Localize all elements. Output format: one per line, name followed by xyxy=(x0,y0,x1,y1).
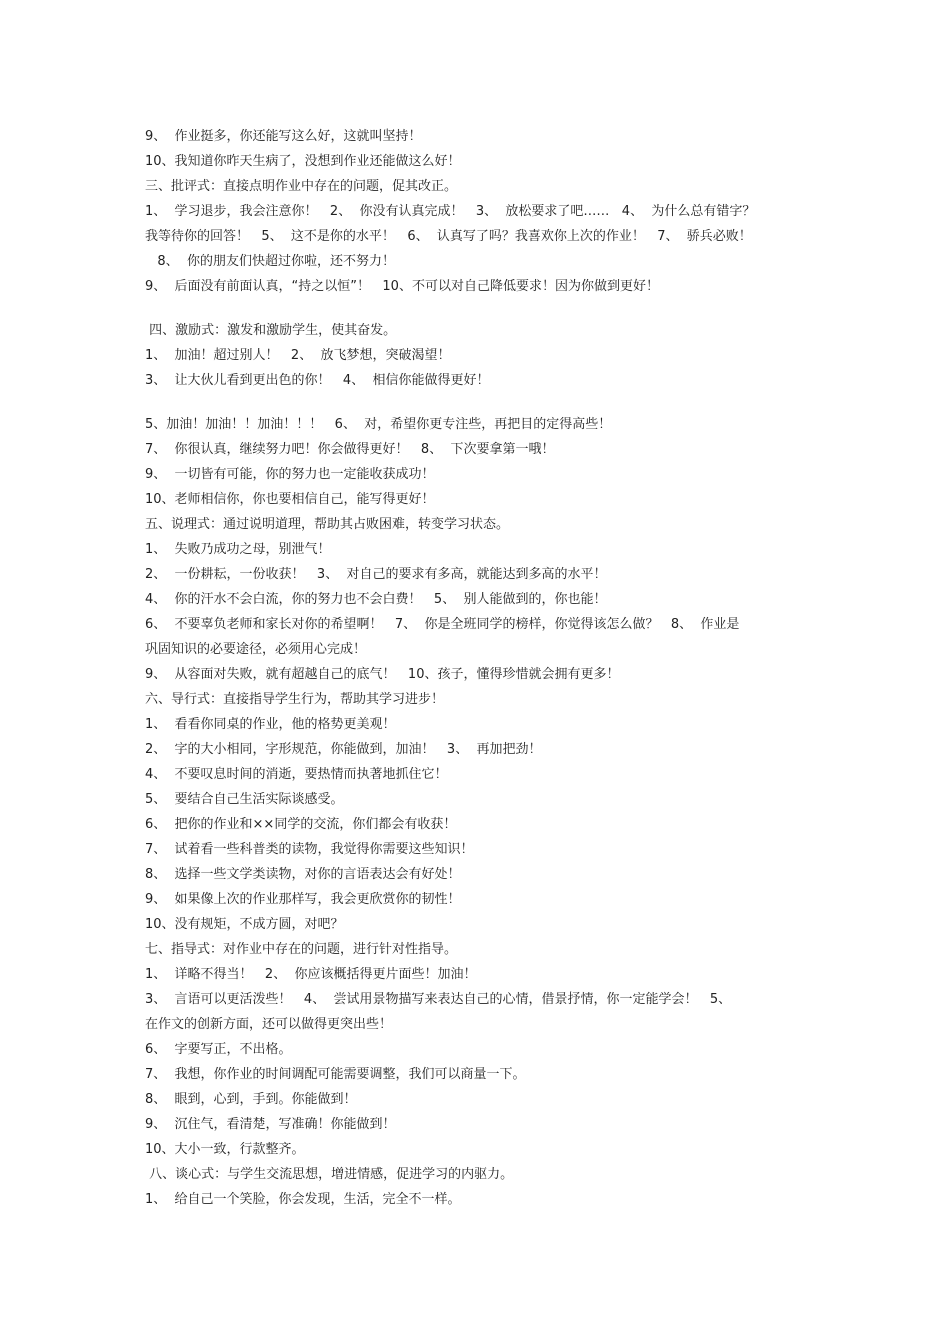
text-line: 1、 失败乃成功之母，别泄气！ xyxy=(145,542,331,557)
section-heading: 四、激励式：激发和激励学生，使其奋发。 xyxy=(145,323,397,338)
document-body xyxy=(145,124,825,1212)
text-line: 10、没有规矩，不成方圆，对吧？ xyxy=(145,917,344,932)
text-line: 5、 要结合自己生活实际谈感受。 xyxy=(145,792,344,807)
text-line: 3、 让大伙儿看到更出色的你！ 4、 相信你能做得更好！ xyxy=(145,373,490,388)
text-line: 8、 眼到，心到，手到。你能做到！ xyxy=(145,1092,357,1107)
section-heading: 七、指导式：对作业中存在的问题，进行针对性指导。 xyxy=(145,942,458,957)
text-line: 9、 作业挺多，你还能写这么好，这就叫坚持！ xyxy=(145,129,422,144)
text-line: 9、 一切皆有可能，你的努力也一定能收获成功！ xyxy=(145,467,435,482)
text-line: 7、 我想，你作业的时间调配可能需要调整，我们可以商量一下。 xyxy=(145,1067,526,1082)
blank-line xyxy=(145,299,825,318)
text-line: 1、 加油！超过别人！ 2、 放飞梦想，突破渴望！ xyxy=(145,348,451,363)
text-line: 9、 如果像上次的作业那样写，我会更欣赏你的韧性！ xyxy=(145,892,461,907)
section-heading: 八、谈心式：与学生交流思想，增进情感，促进学习的内驱力。 xyxy=(145,1167,514,1182)
section-heading: 五、说理式：通过说明道理，帮助其占败困难，转变学习状态。 xyxy=(145,517,510,532)
text-line: 巩固知识的必要途径，必须用心完成！ xyxy=(145,642,367,657)
text-line: 2、 字的大小相同，字形规范，你能做到，加油！ 3、 再加把劲！ xyxy=(145,742,542,757)
text-line: 9、 从容面对失败，就有超越自己的底气！ 10、孩子，懂得珍惜就会拥有更多！ xyxy=(145,667,620,682)
text-line: 10、我知道你昨天生病了，没想到作业还能做这么好！ xyxy=(145,154,461,169)
text-line: 5、加油！加油！！加油！！！ 6、 对，希望你更专注些，再把目的定得高些！ xyxy=(145,417,612,432)
text-line: 8、 你的朋友们快超过你啦，还不努力！ xyxy=(145,254,395,269)
text-line: 我等待你的回答！ 5、 这不是你的水平！ 6、 认真写了吗？我喜欢你上次的作业！ 7、 骄兵必败！ xyxy=(145,229,752,244)
text-line: 1、 详略不得当！ 2、 你应该概括得更片面些！加油！ xyxy=(145,967,477,982)
text-line: 2、 一份耕耘，一份收获！ 3、 对自己的要求有多高，就能达到多高的水平！ xyxy=(145,567,607,582)
text-line: 8、 选择一些文学类读物，对你的言语表达会有好处！ xyxy=(145,867,461,882)
blank-line xyxy=(145,393,825,412)
text-line: 在作文的创新方面，还可以做得更突出些！ xyxy=(145,1017,393,1032)
text-line: 6、 不要辜负老师和家长对你的希望啊！ 7、 你是全班同学的榜样，你觉得该怎么做？ 8、 作业是 xyxy=(145,617,740,632)
text-line: 6、 字要写正，不出格。 xyxy=(145,1042,292,1057)
text-line: 1、 看看你同桌的作业，他的格势更美观！ xyxy=(145,717,396,732)
text-line: 7、 你很认真，继续努力吧！你会做得更好！ 8、 下次要拿第一哦！ xyxy=(145,442,555,457)
text-line: 10、老师相信你，你也要相信自己，能写得更好！ xyxy=(145,492,435,507)
text-line: 1、 学习退步，我会注意你！ 2、 你没有认真完成！ 3、 放松要求了吧…… 4、 为什么总有错字？ xyxy=(145,204,756,219)
text-line: 10、大小一致，行款整齐。 xyxy=(145,1142,305,1157)
text-line: 9、 后面没有前面认真，“持之以恒”！ 10、不可以对自己降低要求！因为你做到更好！ xyxy=(145,279,659,294)
text-line: 4、 你的汗水不会白流，你的努力也不会白费！ 5、 别人能做到的，你也能！ xyxy=(145,592,607,607)
section-heading: 六、导行式：直接指导学生行为，帮助其学习进步！ xyxy=(145,692,445,707)
text-line: 7、 试着看一些科普类的读物，我觉得你需要这些知识！ xyxy=(145,842,474,857)
text-line: 9、 沉住气，看清楚，写准确！你能做到！ xyxy=(145,1117,396,1132)
text-line: 4、 不要叹息时间的消逝，要热情而执著地抓住它！ xyxy=(145,767,448,782)
text-line: 3、 言语可以更活泼些！ 4、 尝试用景物描写来表达自己的心情，借景抒情，你一定能学会！ 5、 xyxy=(145,992,732,1007)
section-heading: 三、批评式：直接点明作业中存在的问题，促其改正。 xyxy=(145,179,458,194)
text-line: 1、 给自己一个笑脸，你会发现，生活，完全不一样。 xyxy=(145,1192,461,1207)
text-line: 6、 把你的作业和××同学的交流，你们都会有收获！ xyxy=(145,817,457,832)
